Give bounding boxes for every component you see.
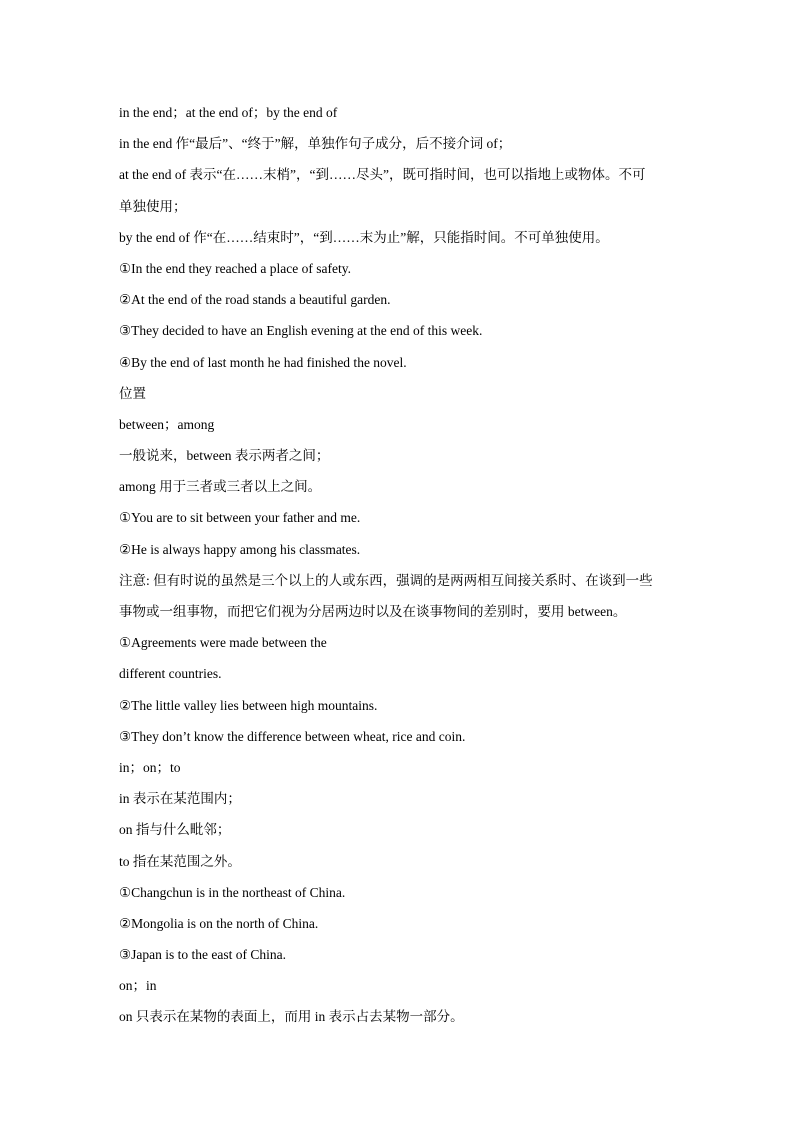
example-sentence: ①Agreements were made between the (119, 635, 327, 651)
explanation-at-the-end-of: at the end of 表示“在……末梢”，“到……尽头”，既可指时间，也可以指地上或物体。不可 (119, 167, 646, 183)
example-sentence: ①You are to sit between your father and me. (119, 510, 361, 526)
explanation-between: 一般说来，between 表示两者之间； (119, 448, 330, 464)
example-sentence: ④By the end of last month he had finished the novel. (119, 354, 407, 370)
explanation-among: among 用于三者或三者以上之间。 (119, 479, 322, 495)
example-sentence: ③They don’t know the difference between wheat, rice and coin. (119, 728, 466, 744)
explanation-at-the-end-of-cont: 单独使用； (119, 198, 187, 214)
example-sentence: ①In the end they reached a place of safety. (119, 260, 351, 276)
example-sentence: ②He is always happy among his classmates. (119, 541, 361, 557)
example-sentence: ②At the end of the road stands a beautiful garden. (119, 292, 391, 308)
phrase-heading-in-on-to: in；on；to (119, 759, 181, 775)
explanation-on-in: on 只表示在某物的表面上，而用 in 表示占去某物一部分。 (119, 1009, 464, 1025)
note-text: 注意: 但有时说的虽然是三个以上的人或东西，强调的是两两相互间接关系时、在谈到一些 (119, 572, 653, 588)
explanation-to: to 指在某范围之外。 (119, 853, 241, 869)
example-sentence: ②Mongolia is on the north of China. (119, 915, 319, 931)
example-sentence: ②The little valley lies between high mountains. (119, 697, 378, 713)
section-heading-position: 位置 (119, 385, 146, 401)
explanation-on: on 指与什么毗邻； (119, 822, 231, 838)
explanation-in-the-end: in the end 作“最后”、“终于”解，单独作句子成分，后不接介词 of； (119, 136, 512, 152)
example-sentence-cont: different countries. (119, 666, 222, 682)
phrase-heading-on-in: on；in (119, 978, 157, 994)
document-body (119, 97, 679, 1033)
example-sentence: ①Changchun is in the northeast of China. (119, 884, 346, 900)
example-sentence: ③They decided to have an English evening at the end of this week. (119, 323, 483, 339)
explanation-in: in 表示在某范围内； (119, 791, 241, 807)
phrase-heading-between-among: between；among (119, 416, 215, 432)
explanation-by-the-end-of: by the end of 作“在……结束时”，“到……末为止”解，只能指时间。不可单独使用。 (119, 229, 609, 245)
example-sentence: ③Japan is to the east of China. (119, 947, 286, 963)
note-text-cont: 事物或一组事物，而把它们视为分居两边时以及在谈事物间的差别时，要用 between。 (119, 604, 627, 619)
phrase-heading-end: in the end；at the end of；by the end of (119, 105, 338, 120)
